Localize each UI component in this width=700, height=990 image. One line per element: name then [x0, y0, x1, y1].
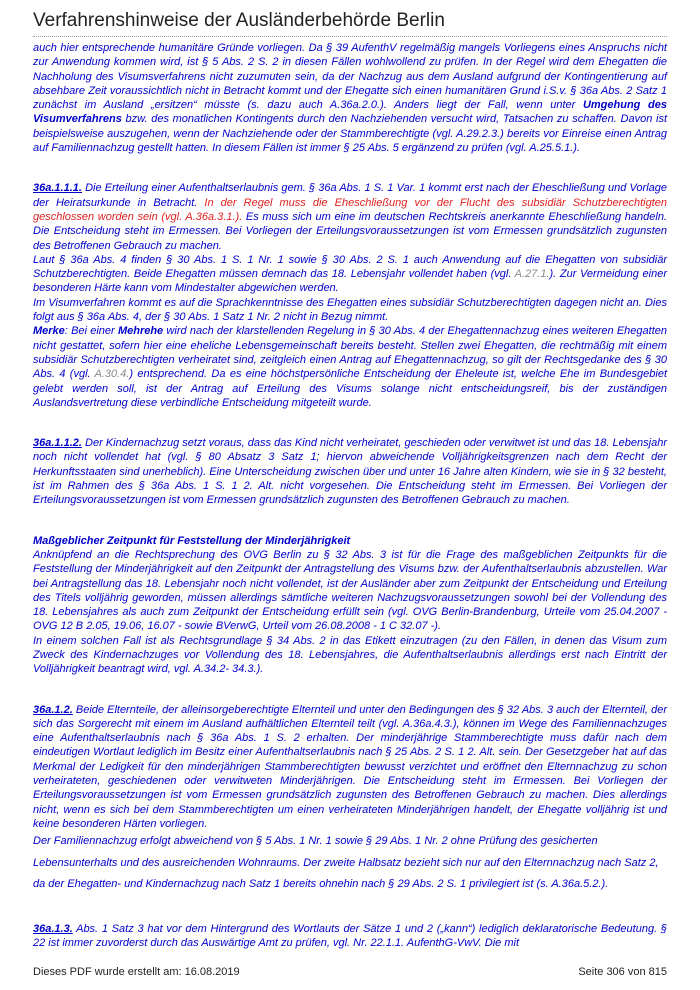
section-number-link[interactable]: 36a.1.2. — [33, 703, 73, 716]
section-number-link[interactable]: 36a.1.1.1. — [33, 182, 82, 195]
text-run: ) entsprechend. Da es eine höchstpersönliche Entscheidung der Eheleute ist, welche Ehe im Bundesgebiet gelebt werden soll, ist der Antrag auf Erteilung des Visums solange nicht entscheidungsreif, bis der zuständigen Auslandsvertretung diese verbindliche Entscheidung mitgeteilt wurde. — [33, 368, 667, 409]
section-minority-timing — [33, 534, 667, 677]
text-run: Beide Elternteile, der alleinsorgeberechtigte Elternteil und unter den Bedingungen des § 32 Abs. 3 auch der Elternteil, der sich das Sorgerecht mit einem im Ausland aufhältlichen Elternteil teilt (vgl. A.36a.4.3.), können im Wege des Familiennachzuges eine Aufenthaltserlaubnis nach § 36a Abs. 1 S. 2 erhalten. Der minderjährige Stammberechtigte muss dafür nach dem eindeutigen Wortlaut lediglich im Besitz einer Aufenthaltserlaubnis nach § 25 Abs. 2 S. 1 2. Alt. sein. Der Gesetzgeber hat auf das Merkmal der Ledigkeit für den minderjährigen Stammberechtigten bewusst verzichtet und eröffnet den Elternnachzug zu schon verheirateten, geschiedenen oder verwitweten Minderjährigen. Die Entscheidung steht im Ermessen. Bei Vorliegen der Erteilungsvoraussetzungen ist vom Ermessen grundsätzlich zugunsten des Betroffenen Gebrauch zu machen. Dies allerdings nicht, wenn es sich bei dem Stammberechtigten um einen verheirateten Minderjährigen handelt, der Ehegatte volljährig ist und keine besonderen Härten vorliegen. — [33, 703, 667, 830]
section-number-link[interactable]: 36a.1.1.2. — [33, 437, 82, 450]
header-divider — [33, 36, 667, 37]
cross-reference-link[interactable]: A.27.1. — [514, 268, 550, 281]
text-run: : Bei einer — [64, 325, 118, 338]
subsection-heading: Maßgeblicher Zeitpunkt für Feststellung der Minderjährigkeit — [33, 534, 351, 547]
emphasis-umgehung: Umgehung des Visumverfahrens — [33, 99, 667, 126]
section-paragraph — [33, 253, 667, 296]
footer-created-date: Dieses PDF wurde erstellt am: 16.08.2019 — [33, 966, 240, 978]
text-run: ). Zur Vermeidung einer besonderen Härte kann vom Mindestalter abgewichen werden. — [33, 268, 667, 295]
section-paragraph — [33, 181, 667, 252]
section-paragraph — [33, 922, 667, 951]
section-paragraph: In einem solchen Fall ist als Rechtsgrundlage § 34 Abs. 2 in das Etikett einzutragen (zu den Fällen, in denen das Visum zum Zweck des Kindernachzuges vor Vollendung des 18. Lebensjahres, die Aufenthaltserlaubnis allerdings erst nach Eintritt der Volljährigkeit beantragt wird, vgl. A.34.2- 34.3.). — [33, 634, 667, 676]
highlighted-text: In der Regel muss die Eheschließung vor der Flucht des subsidiär Schutzberechtigten geschlossen worden sein (vgl. A.36a.3.1.). — [33, 196, 667, 223]
paragraph-intro — [33, 41, 667, 155]
page-header-title: Verfahrenshinweise der Ausländerbehörde Berlin — [33, 10, 445, 31]
text-run: wird nach der klarstellenden Regelung in § 30 Abs. 4 der Ehegattennachzug eines weiteren Ehegatten nicht gestattet, sofern hier eine eheliche Lebensgemeinschaft bereits besteht. Stellen zwei Ehegatten, die rechtmäßig mit einem subsidiär Schutzberechtigten verheiratet sind, zeitgleich einen Antrag auf Ehegattennachzug, so gilt der Rechtsgedanke des § 30 Abs. 4 (vgl. — [33, 325, 667, 381]
text-run: bzw. des monatlichen Kontingents durch den Nachziehenden versucht wird, Tatsachen zu schaffen. Davon ist beispielsweise auszugehen, wenn der Nachziehende oder der Stammberechtigte (vgl. A.29.2.3.) bereits vor Einreise einen Antrag auf Familiennachzug gestellt hatten. In diesem Fällen ist immer § 25 Abs. 5 ergänzend zu prüfen (vgl. A.25.5.1.). — [33, 113, 667, 155]
document-body — [33, 41, 667, 950]
footer-page-number: Seite 306 von 815 — [578, 966, 667, 978]
section-36a-1-3 — [33, 922, 667, 951]
note-label: Merke — [33, 325, 65, 338]
section-paragraph: Anknüpfend an die Rechtsprechung des OVG Berlin zu § 32 Abs. 3 ist für die Frage des maßgeblichen Zeitpunkts für die Feststellung der Minderjährigkeit auf den Zeitpunkt der Antragstellung des Visums bzw. der Aufenthaltserlaubnis abzustellen. War bei Antragstellung das 18. Lebensjahr noch nicht vollendet, ist der Ausländer aber zum Zeitpunkt der Entscheidung und Erteilung des Titels volljährig geworden, müssen allerdings sämtliche weiteren Nachzugsvoraussetzungen sowohl bei der Vollendung des 18. Lebensjahres als auch zum Zeitpunkt der Entscheidung erfüllt sein (vgl. OVG Berlin-Brandenburg, Urteile vom 25.04.2007 - OVG 12 B 2.05, 19.06, 16.07 - sowie BVerwG, Urteil vom 26.08.2008 - 1 C 32.07 -). — [33, 548, 667, 633]
section-paragraph: Im Visumverfahren kommt es auf die Sprachkenntnisse des Ehegatten eines subsidiär Schutzberechtigten dagegen nicht an. Dies folgt aus § 36a Abs. 4, der § 30 Abs. 1 Satz 1 Nr. 2 nicht in Bezug nimmt. — [33, 296, 667, 324]
text-run: Der Kindernachzug setzt voraus, dass das Kind nicht verheiratet, geschieden oder verwitwet ist und das 18. Lebensjahr noch nicht vollendet hat (vgl. § 80 Absatz 3 Satz 1; hiervon abweichende Volljährigkeitsgrenzen nach dem Recht der Herkunftsstaaten sind unerheblich). Eine Unterscheidung zwischen über und unter 16 Jahre alten Kindern, wie sie in § 32 besteht, ist im Rahmen des § 36a Abs. 1 S. 1 2. Alt. nicht vorgesehen. Die Entscheidung steht im Ermessen. Bei Vorliegen der Erteilungsvoraussetzungen ist vom Ermessen grundsätzlich zugunsten des Betroffenen Gebrauch zu machen. — [33, 437, 667, 507]
emphasis-mehrehe: Mehrehe — [117, 325, 164, 338]
section-36a-1-2 — [33, 703, 667, 896]
section-number-link[interactable]: 36a.1.3. — [33, 922, 73, 935]
text-run: Es muss sich um eine im deutschen Rechtskreis anerkannte Eheschließung handeln. Die Entscheidung steht im Ermessen. Bei Vorliegen der Erteilungsvoraussetzungen ist vom Ermessen grundsätzlich zugunsten des Betroffenen Gebrauch zu machen. — [33, 210, 667, 252]
section-paragraph: Der Familiennachzug erfolgt abweichend von § 5 Abs. 1 Nr. 1 sowie § 29 Abs. 1 Nr. 2 ohne Prüfung des gesicherten Lebensunterhalts und des ausreichenden Wohnraums. Der zweite Halbsatz bezieht sich nur auf den Elternnachzug nach Satz 2, da der Ehegatten- und Kindernachzug nach Satz 1 bereits ohnehin nach § 29 Abs. 2 S. 1 privilegiert ist (s. A.36a.5.2.). — [33, 835, 659, 891]
section-36a-1-1-2 — [33, 436, 667, 507]
section-paragraph — [33, 436, 667, 507]
section-36a-1-1-1 — [33, 181, 667, 410]
text-run: Abs. 1 Satz 3 hat vor dem Hintergrund des Wortlauts der Sätze 1 und 2 („kann“) lediglich deklaratorische Bedeutung. § 22 ist immer zuvorderst durch das Auswärtige Amt zu prüfen, vgl. Nr. 22.1.1. AufenthG-VwV. Die mit — [33, 922, 667, 950]
text-run: Die Erteilung einer Aufenthaltserlaubnis gem. § 36a Abs. 1 S. 1 Var. 1 kommt erst nach der Eheschließung und Vorlage der Heiratsurkunde in Betracht. — [33, 182, 667, 209]
cross-reference-link[interactable]: A.30.4. — [94, 368, 130, 381]
text-run: Laut § 36a Abs. 4 finden § 30 Abs. 1 S. 1 Nr. 1 sowie § 30 Abs. 2 S. 1 auch Anwendung auf die Ehegatten von subsidiär Schutzberechtigten. Beide Ehegatten müssen demnach das 18. Lebensjahr vollendet haben (vgl. — [33, 253, 667, 281]
section-paragraph — [33, 703, 667, 832]
text-run: auch hier entsprechende humanitäre Gründe vorliegen. Da § 39 AufenthV regelmäßig mangels Vorliegens eines Anspruchs nicht zur Anwendung kommen wird, ist § 5 Abs. 2 S. 2 in diesen Fällen wohlwollend zu prüfen. In der Regel wird dem Ehegatten die Nachholung des Visumsverfahrens nicht zuzumuten sein, da der Nachzug aus dem Ausland aufgrund der Kontingentierung auf absehbare Zeit voraussichtlich nicht in Betracht kommt und der Ehegatte sich einen humanitären Grund i.S.v. § 36a Abs. 2 Satz 1 zunächst im Ausland „ersitzen“ müsste (s. dazu auch A.36a.2.0.). Anders liegt der Fall, wenn unter — [33, 42, 667, 112]
section-paragraph — [33, 324, 667, 410]
